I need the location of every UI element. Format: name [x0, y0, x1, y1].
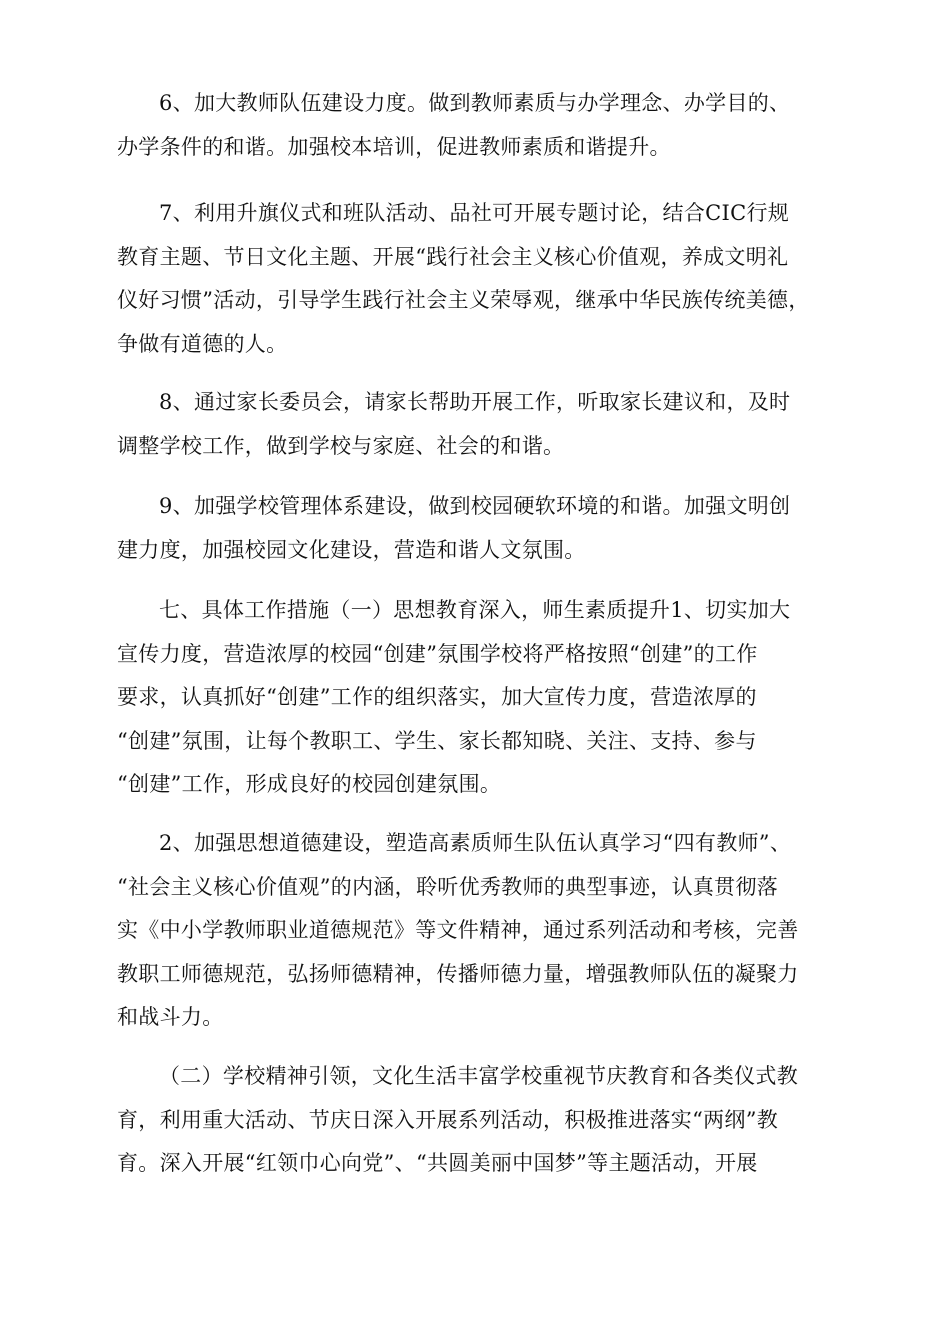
text-line: 仪好习惯”活动，引导学生践行社会主义荣辱观，继承中华民族传统美德， — [117, 288, 810, 312]
text-line: “创建”工作，形成良好的校园创建氛围。 — [117, 772, 502, 796]
text-line: 教职工师德规范，弘扬师德精神，传播师德力量，增强教师队伍的凝聚力 — [117, 961, 799, 986]
paragraph-item-9 — [117, 485, 837, 572]
text-line: 育。深入开展“红领巾心向党”、“共圆美丽中国梦”等主题活动，开展 — [117, 1151, 758, 1175]
text-line: “创建”氛围，让每个教职工、学生、家长都知晓、关注、支持、参与 — [117, 728, 757, 753]
paragraph-item-7 — [117, 192, 837, 366]
text-line: 8、通过家长委员会，请家长帮助开展工作，听取家长建议和，及时 — [159, 390, 791, 414]
paragraph-section-seven — [117, 589, 837, 807]
text-line: （二）学校精神引领，文化生活丰富学校重视节庆教育和各类仪式教 — [159, 1064, 798, 1088]
text-line: 9、加强学校管理体系建设，做到校园硬软环境的和谐。加强文明创 — [159, 494, 791, 518]
text-line: 办学条件的和谐。加强校本培训，促进教师素质和谐提升。 — [117, 134, 671, 159]
text-line: 育，利用重大活动、节庆日深入开展系列活动，积极推进落实“两纲”教 — [117, 1107, 779, 1132]
text-line: 6、加大教师队伍建设力度。做到教师素质与办学理念、办学目的、 — [159, 91, 791, 115]
text-line: 实《中小学教师职业道德规范》等文件精神，通过系列活动和考核，完善 — [117, 918, 799, 942]
text-line: 建力度，加强校园文化建设，营造和谐人文氛围。 — [117, 537, 586, 562]
text-line: “社会主义核心价值观”的内涵，聆听优秀教师的典型事迹，认真贯彻落 — [117, 874, 779, 899]
text-line: 七、具体工作措施（一）思想教育深入，师生素质提升1、切实加大 — [159, 598, 791, 622]
text-line: 教育主题、节日文化主题、开展“践行社会主义核心价值观，养成文明礼 — [117, 244, 789, 269]
paragraph-item-6 — [117, 82, 837, 169]
text-line: 争做有道德的人。 — [117, 331, 288, 356]
text-line: 7、利用升旗仪式和班队活动、品社可开展专题讨论，结合CIC行规 — [159, 201, 790, 225]
text-line: 要求，认真抓好“创建”工作的组织落实，加大宣传力度，营造浓厚的 — [117, 685, 757, 709]
paragraph-item-8 — [117, 381, 837, 468]
text-line: 宣传力度，营造浓厚的校园“创建”氛围学校将严格按照“创建”的工作 — [117, 641, 758, 666]
text-line: 2、加强思想道德建设，塑造高素质师生队伍认真学习“四有教师”、 — [159, 831, 792, 855]
paragraph-section-two — [117, 1055, 837, 1186]
paragraph-item-2 — [117, 822, 837, 1040]
text-line: 和战斗力。 — [117, 1005, 224, 1029]
text-line: 调整学校工作，做到学校与家庭、社会的和谐。 — [117, 433, 565, 458]
